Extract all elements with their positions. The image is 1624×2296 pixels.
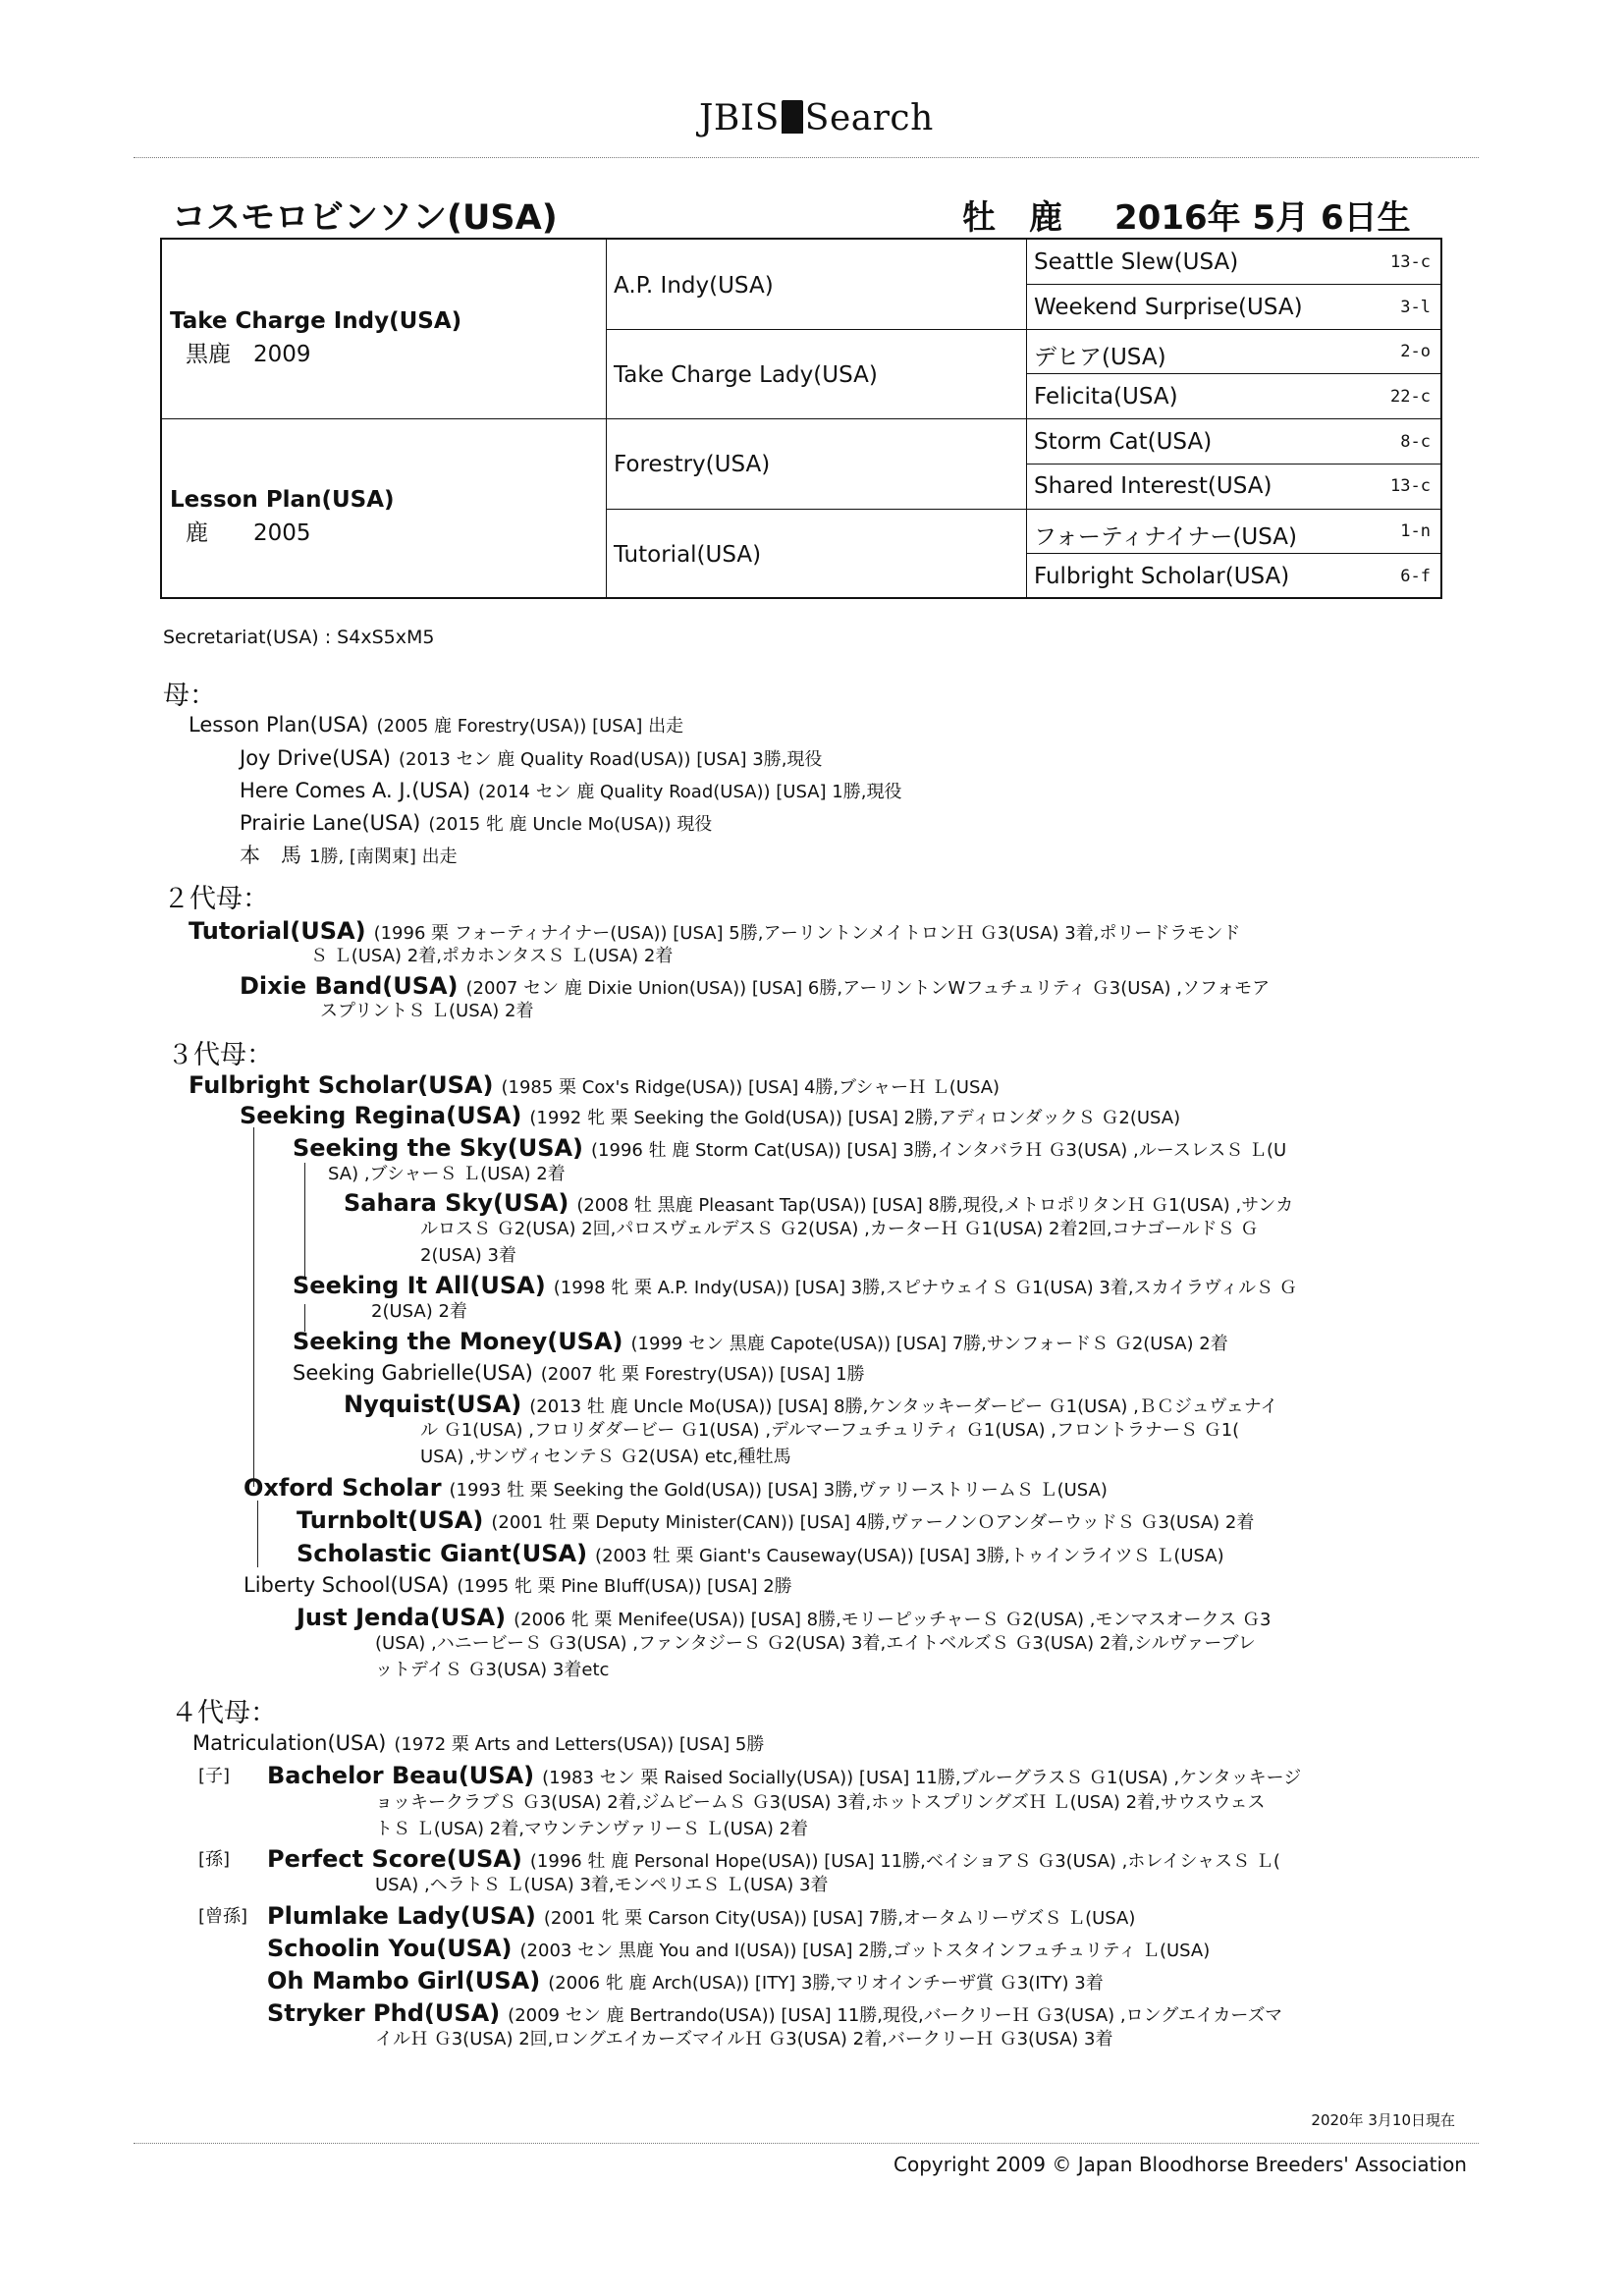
gen3-name: Storm Cat(USA) — [1034, 429, 1213, 455]
gen3-name: デヒア(USA) — [1034, 345, 1166, 370]
horse-name: コスモロビンソン(USA) — [172, 198, 558, 238]
family-number: 22-c — [1390, 387, 1431, 407]
family-line — [375, 1632, 1256, 1653]
family-line — [240, 974, 1270, 998]
gen3-name: Weekend Surprise(USA) — [1034, 295, 1303, 320]
horse-record: スプリントＳ Ｌ(USA) 2着 — [320, 1001, 534, 1021]
horse-record: (2013 セン 鹿 Quality Road(USA)) [USA] 3勝,現役 — [398, 749, 823, 770]
family-line — [297, 1542, 1224, 1565]
family-line — [198, 1848, 230, 1869]
gen3-name: Fulbright Scholar(USA) — [1034, 564, 1290, 589]
dam-name: Lesson Plan(USA) — [170, 487, 395, 513]
family-number: 13-c — [1390, 476, 1431, 496]
horse-name-bold: Dixie Band(USA) — [240, 972, 459, 1000]
horse-name-bold: Seeking the Sky(USA) — [293, 1134, 584, 1162]
horse-record: (2007 セン 鹿 Dixie Union(USA)) [USA] 6勝,アーリントンWフュチュリティ Ｇ3(USA) ,ソフォモア — [465, 978, 1271, 999]
jbis-search-logo: JBIS Search — [699, 98, 934, 138]
family-line — [267, 1764, 1301, 1787]
dam-info: 鹿 2005 — [186, 520, 311, 546]
horse-name-bold: Tutorial(USA) — [189, 917, 366, 945]
horse-sex-color: 牡 鹿 — [962, 198, 1062, 238]
section-dam: 母： — [163, 681, 216, 711]
horse-name-bold: Bachelor Beau(USA) — [267, 1762, 535, 1789]
family-number: 8-c — [1400, 432, 1431, 452]
horse-name-bold: Just Jenda(USA) — [297, 1604, 507, 1631]
horse-birth-date: 2016年 5月 6日生 — [1114, 198, 1411, 238]
horse-record: ットデイＳ Ｇ3(USA) 3着etc — [375, 1660, 610, 1680]
section-gen4: ４代母： — [171, 1698, 277, 1728]
horse-record: [孫] — [198, 1849, 231, 1870]
family-line — [267, 1937, 1210, 1960]
horse-record: (1992 牝 栗 Seeking the Gold(USA)) [USA] 2勝,アディロンダックＳ Ｇ2(USA) — [529, 1108, 1181, 1128]
horse-record: (USA) ,ハニービーＳ Ｇ3(USA) ,ファンタジーＳ Ｇ2(USA) 3着,エイトベルズＳ Ｇ3(USA) 2着,シルヴァーブレ — [375, 1633, 1256, 1654]
family-line — [189, 715, 683, 736]
family-number: 3-l — [1400, 298, 1431, 317]
family-line — [344, 1191, 1293, 1215]
horse-name-bold: Sahara Sky(USA) — [344, 1189, 569, 1217]
horse-record: イルＨ Ｇ3(USA) 2回,ロングエイカーズマイルＨ Ｇ3(USA) 2着,バークリーＨ Ｇ3(USA) 3着 — [375, 2029, 1113, 2050]
family-line — [297, 1508, 1254, 1532]
horse-record: (2008 牡 黒鹿 Pleasant Tap(USA)) [USA] 8勝,現役,メトロポリタンＨ Ｇ1(USA) ,サンカ — [576, 1195, 1294, 1216]
horse-record: (1995 牝 栗 Pine Bluff(USA)) [USA] 2勝 — [457, 1576, 792, 1597]
copyright: Copyright 2009 © Japan Bloodhorse Breeders' Association — [893, 2153, 1467, 2176]
gen2-sire-dam: Take Charge Lady(USA) — [614, 362, 878, 388]
tree-connector — [304, 1163, 305, 1279]
horse-name-bold: Turnbolt(USA) — [297, 1506, 484, 1534]
horse-name: Matriculation(USA) — [192, 1731, 387, 1755]
header-divider — [134, 157, 1479, 158]
horse-record: (2005 鹿 Forestry(USA)) [USA] 出走 — [376, 716, 684, 737]
family-line — [297, 1606, 1271, 1629]
horse-record: (2006 牝 鹿 Arch(USA)) [ITY] 3勝,マリオインチーザ賞 Ｇ3(ITY) 3着 — [548, 1973, 1104, 1994]
footer-divider — [134, 2143, 1479, 2144]
horse-record: USA) ,ヘラトＳ Ｌ(USA) 3着,モンペリエＳ Ｌ(USA) 3着 — [375, 1875, 829, 1895]
family-line — [293, 1363, 865, 1384]
family-line — [293, 1136, 1286, 1160]
horse-name-bold: Seeking Regina(USA) — [240, 1102, 522, 1129]
horse-name: Here Comes A. J.(USA) — [240, 779, 471, 802]
family-line — [420, 1218, 1258, 1238]
family-line — [198, 1905, 247, 1926]
section-gen2: ２代母： — [163, 884, 269, 914]
horse-record: (1983 セン 栗 Raised Socially(USA)) [USA] 11勝,ブルーグラスＳ Ｇ1(USA) ,ケンタッキージ — [542, 1768, 1302, 1788]
family-line — [375, 2028, 1112, 2049]
inbreeding-note: Secretariat(USA) : S4xS5xM5 — [163, 627, 435, 648]
family-number: 2-o — [1400, 342, 1431, 361]
family-line — [328, 1163, 566, 1183]
horse-name-bold: Plumlake Lady(USA) — [267, 1902, 536, 1930]
horse-record: 1勝, [南関東] 出走 — [309, 847, 458, 867]
family-line — [267, 2001, 1282, 2025]
horse-record: (2001 牝 栗 Carson City(USA)) [USA] 7勝,オータムリーヴズＳ Ｌ(USA) — [543, 1908, 1136, 1929]
family-line — [371, 1300, 467, 1321]
horse-record: SA) ,ブシャーＳ Ｌ(USA) 2着 — [328, 1164, 566, 1184]
horse-record: (1996 栗 フォーティナイナー(USA)) [USA] 5勝,アーリントンメイトロンＨ Ｇ3(USA) 3着,ポリードラモンド — [373, 923, 1241, 944]
pedigree-table — [160, 238, 1442, 599]
horse-name-bold: Nyquist(USA) — [344, 1391, 522, 1418]
gen2-dam-sire: Forestry(USA) — [614, 452, 771, 477]
horse-record: (1999 セン 黒鹿 Capote(USA)) [USA] 7勝,サンフォードＳ Ｇ2(USA) 2着 — [630, 1334, 1228, 1354]
family-line — [375, 1791, 1266, 1812]
family-line — [293, 1274, 1297, 1297]
horse-record: ョッキークラブＳ Ｇ3(USA) 2着,ジムビームＳ Ｇ3(USA) 3着,ホットスプリングズＨ Ｌ(USA) 2着,サウスウェス — [375, 1792, 1266, 1813]
family-number: 13-c — [1390, 252, 1431, 272]
horse-record: (2014 セン 鹿 Quality Road(USA)) [USA] 1勝,現役 — [478, 782, 902, 802]
family-line — [189, 919, 1240, 943]
family-line — [420, 1446, 791, 1466]
horse-record: (1985 栗 Cox's Ridge(USA)) [USA] 4勝,ブシャーＨ Ｌ(USA) — [501, 1077, 1001, 1098]
family-line — [244, 1476, 1108, 1500]
gen3-name: フォーティナイナー(USA) — [1034, 524, 1297, 550]
horse-record: [曾孫] — [198, 1906, 248, 1927]
horse-record: (1993 牡 栗 Seeking the Gold(USA)) [USA] 3勝,ヴァリーストリームＳ Ｌ(USA) — [449, 1480, 1108, 1501]
horse-record: [子] — [198, 1766, 231, 1786]
family-line — [310, 945, 673, 965]
horse-name: 本 馬 — [240, 844, 301, 867]
family-line — [240, 781, 901, 801]
horse-record: (1996 牡 鹿 Personal Hope(USA)) [USA] 11勝,ベイショアＳ Ｇ3(USA) ,ホレイシャスＳ Ｌ( — [529, 1851, 1280, 1872]
horse-name-bold: Fulbright Scholar(USA) — [189, 1071, 494, 1099]
horse-name: Prairie Lane(USA) — [240, 811, 421, 835]
horse-logo-icon — [782, 100, 803, 134]
horse-record: (2007 牝 栗 Forestry(USA)) [USA] 1勝 — [540, 1364, 865, 1385]
horse-name-bold: Schoolin You(USA) — [267, 1935, 513, 1962]
family-line — [192, 1733, 764, 1754]
horse-name: Liberty School(USA) — [244, 1573, 450, 1597]
as-of-date: 2020年 3月10日現在 — [1311, 2111, 1455, 2129]
family-number: 1-n — [1400, 521, 1431, 541]
horse-record: 2(USA) 3着 — [420, 1245, 516, 1266]
horse-record: (1998 牝 栗 A.P. Indy(USA)) [USA] 3勝,スピナウェイＳ Ｇ1(USA) 3着,スカイラヴィルＳ Ｇ — [553, 1278, 1297, 1298]
horse-record: (2003 牡 栗 Giant's Causeway(USA)) [USA] 3勝,トゥインライツＳ Ｌ(USA) — [595, 1546, 1224, 1566]
family-line — [244, 1575, 792, 1596]
horse-record: Ｓ Ｌ(USA) 2着,ポカホンタスＳ Ｌ(USA) 2着 — [310, 946, 674, 966]
gen3-name: Seattle Slew(USA) — [1034, 249, 1239, 275]
section-gen3: ３代母： — [167, 1040, 273, 1070]
horse-record: (2009 セン 鹿 Bertrando(USA)) [USA] 11勝,現役,バークリーＨ Ｇ3(USA) ,ロングエイカーズマ — [508, 2005, 1283, 2026]
horse-record: (2001 牡 栗 Deputy Minister(CAN)) [USA] 4勝,ヴァーノンＯアンダーウッドＳ Ｇ3(USA) 2着 — [491, 1512, 1255, 1533]
horse-name-bold: Stryker Phd(USA) — [267, 1999, 501, 2027]
family-line — [189, 1073, 1000, 1097]
horse-record: ル Ｇ1(USA) ,フロリダダービー Ｇ1(USA) ,デルマーフュチュリティ Ｇ1(USA) ,フロントラナーＳ Ｇ1( — [420, 1420, 1240, 1441]
sire-info: 黒鹿 2009 — [186, 342, 311, 367]
horse-record: USA) ,サンヴィセンテＳ Ｇ2(USA) etc,種牡馬 — [420, 1447, 791, 1467]
gen3-name: Shared Interest(USA) — [1034, 473, 1272, 499]
horse-record: (1996 牡 鹿 Storm Cat(USA)) [USA] 3勝,インタバラＨ Ｇ3(USA) ,ルースレスＳ Ｌ(U — [591, 1140, 1287, 1161]
horse-record: トＳ Ｌ(USA) 2着,マウンテンヴァリーＳ Ｌ(USA) 2着 — [375, 1819, 809, 1839]
horse-record: 2(USA) 2着 — [371, 1301, 467, 1322]
family-number: 6-f — [1400, 567, 1431, 586]
horse-name: Lesson Plan(USA) — [189, 713, 369, 737]
horse-name-bold: Oh Mambo Girl(USA) — [267, 1967, 541, 1995]
horse-name-bold: Seeking It All(USA) — [293, 1272, 546, 1299]
family-line — [267, 1904, 1135, 1928]
family-line — [240, 813, 712, 834]
horse-record: (2003 セン 黒鹿 You and I(USA)) [USA] 2勝,ゴットスタインフュチュリティ Ｌ(USA) — [519, 1941, 1211, 1961]
family-line — [240, 748, 822, 769]
horse-name: Joy Drive(USA) — [240, 746, 391, 770]
family-line — [420, 1244, 516, 1265]
family-line — [320, 1000, 533, 1020]
sire-name: Take Charge Indy(USA) — [170, 308, 462, 334]
tree-connector — [253, 1127, 254, 1487]
horse-record: (2013 牡 鹿 Uncle Mo(USA)) [USA] 8勝,ケンタッキーダービー Ｇ1(USA) ,ＢＣジュヴェナイ — [529, 1396, 1278, 1417]
family-line — [375, 1659, 609, 1679]
tree-connector — [257, 1501, 258, 1567]
family-line — [198, 1765, 230, 1785]
horse-record: (2015 牝 鹿 Uncle Mo(USA)) 現役 — [428, 814, 713, 835]
gen3-name: Felicita(USA) — [1034, 384, 1178, 410]
family-line — [240, 846, 458, 866]
family-line — [344, 1393, 1278, 1416]
horse-record: (2006 牝 栗 Menifee(USA)) [USA] 8勝,モリーピッチャーＳ Ｇ2(USA) ,モンマスオークス Ｇ3 — [514, 1610, 1272, 1630]
gen2-dam-dam: Tutorial(USA) — [614, 542, 762, 568]
family-line — [240, 1104, 1180, 1127]
horse-name-bold: Perfect Score(USA) — [267, 1845, 522, 1873]
family-line — [375, 1818, 808, 1838]
family-line — [420, 1419, 1239, 1440]
horse-name-bold: Oxford Scholar — [244, 1474, 442, 1502]
horse-name-bold: Scholastic Giant(USA) — [297, 1540, 588, 1567]
family-line — [267, 1969, 1104, 1993]
horse-record: ルロスＳ Ｇ2(USA) 2回,パロスヴェルデスＳ Ｇ2(USA) ,カーターＨ Ｇ1(USA) 2着2回,コナゴールドＳ Ｇ — [420, 1219, 1259, 1239]
gen2-sire-sire: A.P. Indy(USA) — [614, 273, 774, 299]
horse-name: Seeking Gabrielle(USA) — [293, 1361, 533, 1385]
horse-name-bold: Seeking the Money(USA) — [293, 1328, 623, 1355]
family-line — [267, 1847, 1280, 1871]
family-line — [375, 1874, 828, 1894]
family-line — [293, 1330, 1228, 1353]
horse-record: (1972 栗 Arts and Letters(USA)) [USA] 5勝 — [394, 1734, 765, 1755]
